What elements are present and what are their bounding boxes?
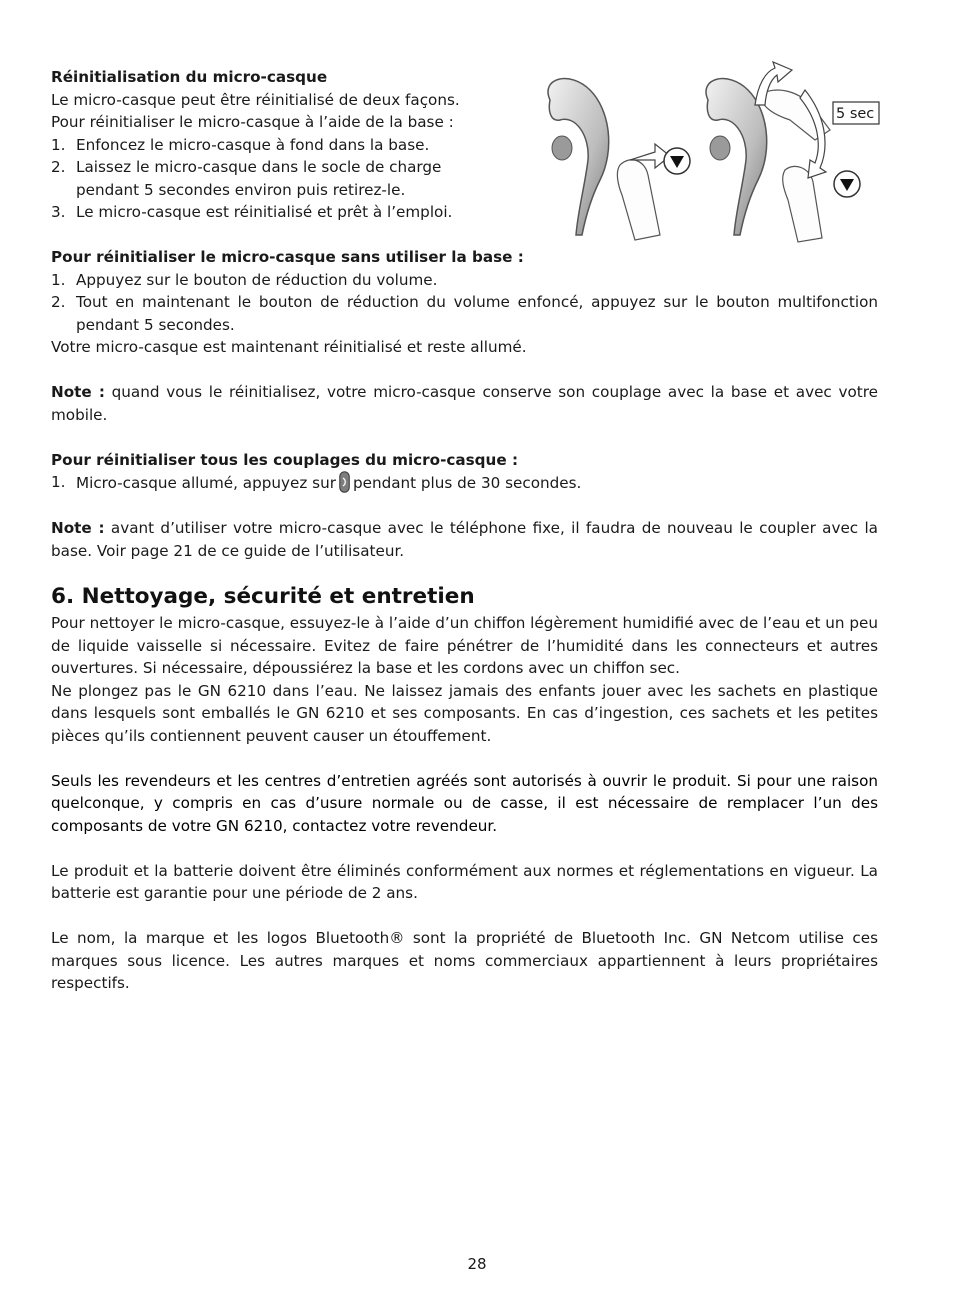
list-number: 3. <box>51 203 66 221</box>
list-number: 2. <box>51 158 66 176</box>
pairings-heading: Pour réinitialiser tous les couplages du micro-casque : <box>51 450 519 469</box>
section-title: 6. Nettoyage, sécurité et entretien <box>51 584 475 609</box>
note-text: quand vous le réinitialisez, votre micro-casque conserve son couplage avec la base et avec votre mobile. <box>51 383 878 424</box>
list-text <box>76 471 878 495</box>
note-label: Note : <box>51 519 105 537</box>
reset-block <box>51 66 481 224</box>
reset-heading: Réinitialisation du micro-casque <box>51 68 328 86</box>
list-text: Le micro-casque est réinitialisé et prêt à l’emploi. <box>76 203 453 221</box>
page-number: 28 <box>467 1255 487 1273</box>
list-item <box>51 134 481 157</box>
document-body <box>51 66 878 995</box>
list-number: 1. <box>51 135 66 154</box>
no-base-result: Votre micro-casque est maintenant réinitialisé et reste allumé. <box>51 338 527 356</box>
list-item <box>51 269 878 292</box>
section-paragraph: Le produit et la batterie doivent être éliminés conformément aux normes et réglementations en vigueur. La batterie est garantie pour une période de 2 ans. <box>51 861 878 902</box>
section-paragraph: Ne plongez pas le GN 6210 dans l’eau. Ne laissez jamais des enfants jouer avec les sachets en plastique dans lesquels sont emballés le GN 6210 et ses composants. En cas d’ingestion, ces sachets et les petites pièces qu’ils contiennent peuvent causer un étouffement. <box>51 681 878 745</box>
reset-intro-2: Pour réinitialiser le micro-casque à l’aide de la base : <box>51 113 454 131</box>
note-label: Note : <box>51 383 105 401</box>
section-paragraph: Pour nettoyer le micro-casque, essuyez-le à l’aide d’un chiffon légèrement humidifié avec de l’eau et un peu de liquide vaisselle si nécessaire. Evitez de faire pénétrer de l’humidité dans les connecteurs et autres ouvertures. Si nécessaire, dépoussiérez la base et les cordons avec un chiffon sec. <box>51 614 878 677</box>
section-paragraph: Le nom, la marque et les logos Bluetooth® sont la propriété de Bluetooth Inc. GN Netcom utilise ces marques sous licence. Les autres marques et noms commerciaux appartiennent à leurs propriétaires respectifs. <box>51 929 878 992</box>
list-number: 2. <box>51 293 66 311</box>
note-text: avant d’utiliser votre micro-casque avec le téléphone fixe, il faudra de nouveau le coupler avec la base. Voir page 21 de ce guide de l’utilisateur. <box>51 519 878 560</box>
list-text: Tout en maintenant le bouton de réduction du volume enfoncé, appuyez sur le bouton multifonction pendant 5 secondes. <box>76 293 878 334</box>
list-item <box>51 201 481 224</box>
no-base-heading: Pour réinitialiser le micro-casque sans utiliser la base : <box>51 248 524 266</box>
list-text: Laissez le micro-casque dans le socle de charge pendant 5 secondes environ puis retirez-le. <box>76 158 442 199</box>
list-number: 1. <box>51 270 66 289</box>
list-item <box>51 291 878 336</box>
multifunction-button-icon <box>339 471 350 493</box>
reset-intro-1: Le micro-casque peut être réinitialisé de deux façons. <box>51 90 460 109</box>
list-text: Enfoncez le micro-casque à fond dans la base. <box>76 135 430 154</box>
list-text: Appuyez sur le bouton de réduction du volume. <box>76 270 438 289</box>
note-1 <box>51 381 878 426</box>
five-sec-label: 5 sec <box>836 106 875 122</box>
list-item <box>51 471 878 495</box>
list-number: 1. <box>51 473 66 491</box>
warning-paragraph: Seuls les revendeurs et les centres d’entretien agréés sont autorisés à ouvrir le produit. Si pour une raison quelconque, y compris en cas d’usure normale ou de casse, il est nécessaire de remplacer l’un des composants de votre GN 6210, contactez votre revendeur. <box>51 771 878 835</box>
note-2 <box>51 517 878 562</box>
pairings-step-before: Micro-casque allumé, appuyez sur <box>76 474 336 492</box>
pairings-step-after: pendant plus de 30 secondes. <box>352 474 582 492</box>
list-item <box>51 156 481 201</box>
